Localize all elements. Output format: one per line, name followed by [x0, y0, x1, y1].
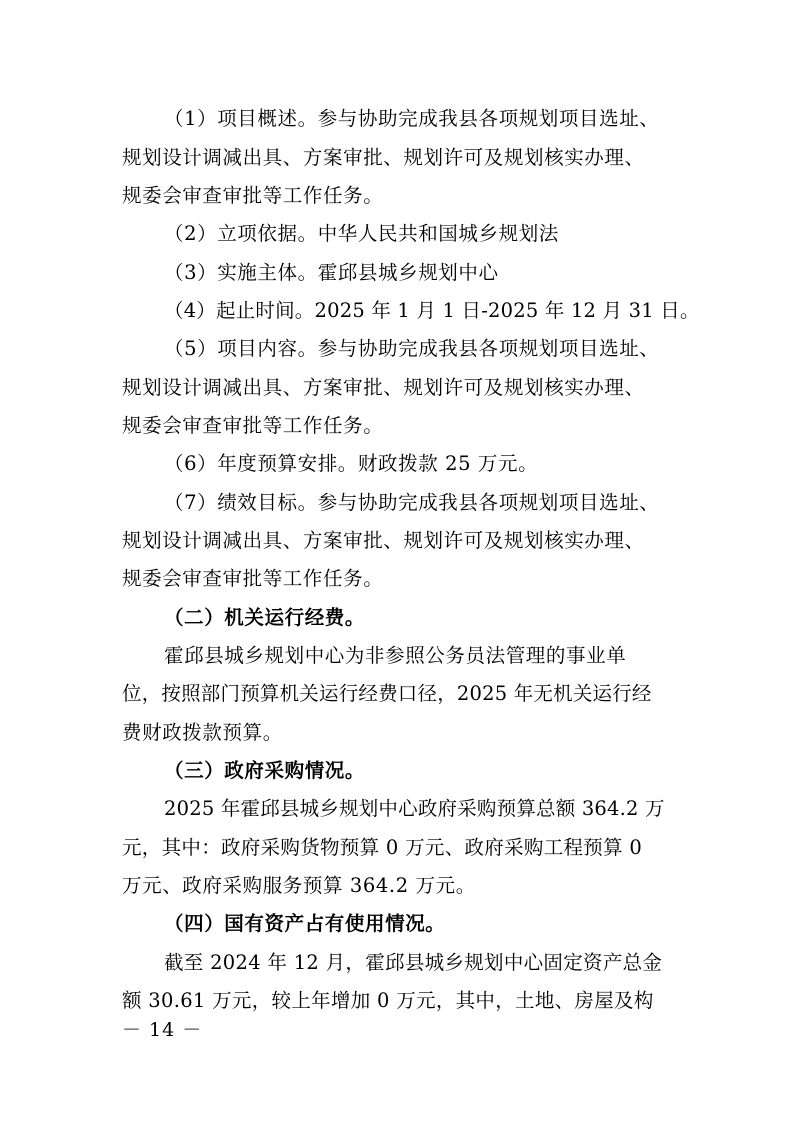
text-line-6: （4）起止时间。2025 年 1 月 1 日-2025 年 12 月 31 日。: [164, 299, 700, 322]
section-heading-2: （二）机关运行经费。: [164, 606, 366, 629]
text-line-16: 位，按照部门预算机关运行经费口径，2025 年无机关运行经: [122, 682, 652, 705]
text-line-1: （1）项目概述。参与协助完成我县各项规划项目选址、: [164, 107, 660, 130]
text-line-13: 规委会审查审批等工作任务。: [122, 567, 384, 590]
text-line-23: 截至 2024 年 12 月，霍邱县城乡规划中心固定资产总金: [164, 951, 663, 974]
text-line-9: 规委会审查审批等工作任务。: [122, 414, 384, 437]
text-line-20: 元，其中：政府采购货物预算 0 万元、政府采购工程预算 0: [122, 836, 643, 859]
text-line-2: 规划设计调减出具、方案审批、规划许可及规划核实办理、: [122, 146, 645, 169]
text-line-21: 万元、政府采购服务预算 364.2 万元。: [122, 874, 476, 897]
text-line-8: 规划设计调减出具、方案审批、规划许可及规划核实办理、: [122, 376, 645, 399]
text-line-4: （2）立项依据。中华人民共和国城乡规划法: [164, 222, 559, 245]
text-line-10: （6）年度预算安排。财政拨款 25 万元。: [164, 452, 539, 475]
text-line-15: 霍邱县城乡规划中心为非参照公务员法管理的事业单: [164, 644, 627, 667]
section-heading-3: （三）政府采购情况。: [164, 759, 366, 782]
text-line-3: 规委会审查审批等工作任务。: [122, 184, 384, 207]
text-line-5: （3）实施主体。霍邱县城乡规划中心: [164, 261, 499, 284]
text-line-24: 额 30.61 万元，较上年增加 0 万元，其中，土地、房屋及构: [122, 989, 654, 1012]
page-number: － 14 －: [122, 1019, 203, 1041]
text-line-7: （5）项目内容。参与协助完成我县各项规划项目选址、: [164, 337, 660, 360]
text-line-19: 2025 年霍邱县城乡规划中心政府采购预算总额 364.2 万: [164, 797, 665, 820]
text-line-11: （7）绩效目标。参与协助完成我县各项规划项目选址、: [164, 491, 660, 514]
text-line-12: 规划设计调减出具、方案审批、规划许可及规划核实办理、: [122, 529, 645, 552]
section-heading-4: （四）国有资产占有使用情况。: [164, 912, 446, 935]
text-line-17: 费财政拨款预算。: [122, 721, 283, 744]
